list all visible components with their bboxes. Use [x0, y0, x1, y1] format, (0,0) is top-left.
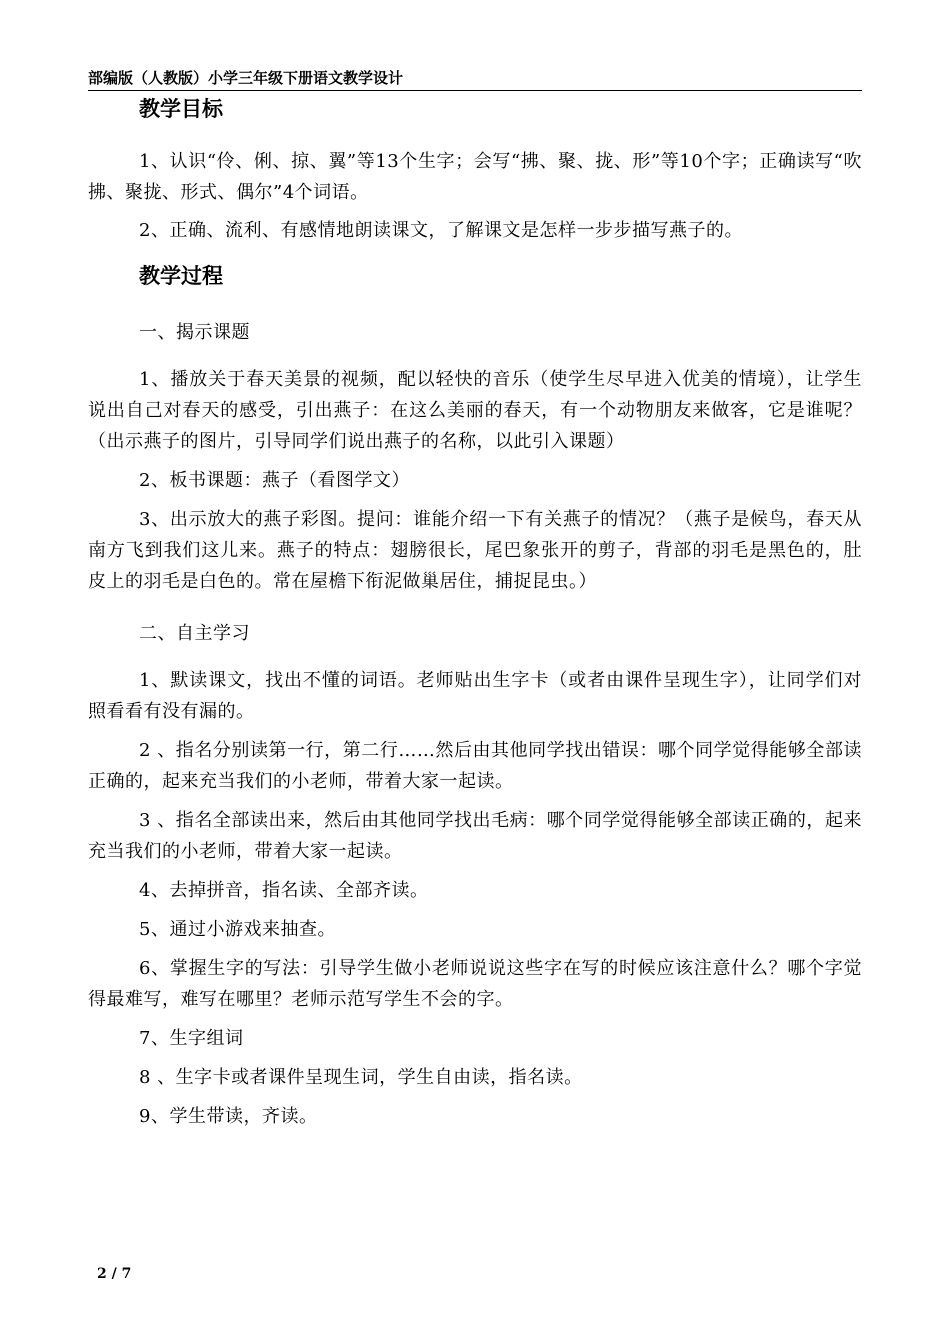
running-header: 部编版（人教版）小学三年级下册语文教学设计 — [88, 69, 404, 87]
part2-title: 二、自主学习 — [139, 623, 250, 644]
part2-item-1: 1、默读课文，找出不懂的词语。老师贴出生字卡（或者由课件呈现生字），让同学们对照看看有没有漏的。 — [88, 670, 862, 722]
part1-item-2: 2、板书课题：燕子（看图学文） — [139, 470, 410, 491]
part2-item-5: 5、通过小游戏来抽查。 — [139, 919, 336, 940]
section-heading-objectives: 教学目标 — [139, 96, 223, 121]
part2-item-9: 9、学生带读，齐读。 — [139, 1106, 318, 1127]
part1-item-1: 1、播放关于春天美景的视频，配以轻快的音乐（使学生尽早进入优美的情境），让学生说出自己对春天的感受，引出燕子：在这么美丽的春天，有一个动物朋友来做客，它是谁呢？（出示燕子的图片，引导同学们说出燕子的名称，以此引入课题） — [88, 369, 862, 452]
page-content — [88, 92, 862, 1132]
part1-title: 一、揭示课题 — [139, 322, 250, 343]
part2-item-3: 3 、指名全部读出来，然后由其他同学找出毛病：哪个同学觉得能够全部读正确的，起来充当我们的小老师，带着大家一起读。 — [88, 810, 862, 862]
section-heading-process: 教学过程 — [139, 263, 223, 288]
header-rule — [88, 90, 862, 91]
objective-item-2: 2、正确、流利、有感情地朗读课文，了解课文是怎样一步步描写燕子的。 — [139, 220, 743, 241]
part2-item-6: 6、掌握生字的写法：引导学生做小老师说说这些字在写的时候应该注意什么？哪个字觉得最难写，难写在哪里？老师示范写学生不会的字。 — [88, 958, 862, 1010]
part2-item-8: 8 、生字卡或者课件呈现生词，学生自由读，指名读。 — [139, 1067, 583, 1088]
part2-item-2: 2 、指名分别读第一行，第二行……然后由其他同学找出错误：哪个同学觉得能够全部读正确的，起来充当我们的小老师，带着大家一起读。 — [88, 740, 862, 792]
part1-item-3: 3、出示放大的燕子彩图。提问：谁能介绍一下有关燕子的情况？（燕子是候鸟，春天从南方飞到我们这儿来。燕子的特点：翅膀很长，尾巴象张开的剪子，背部的羽毛是黑色的，肚皮上的羽毛是白色的。常在屋檐下衔泥做巢居住，捕捉昆虫。） — [88, 509, 862, 592]
part2-item-7: 7、生字组词 — [139, 1028, 244, 1049]
page-number: 2 / 7 — [97, 1266, 132, 1282]
objective-item-1: 1、认识“伶、俐、掠、翼”等13个生字；会写“拂、聚、拢、形”等10个字；正确读写“吹拂、聚拢、形式、偶尔”4个词语。 — [88, 151, 862, 203]
part2-item-4: 4、去掉拼音，指名读、全部齐读。 — [139, 880, 429, 901]
